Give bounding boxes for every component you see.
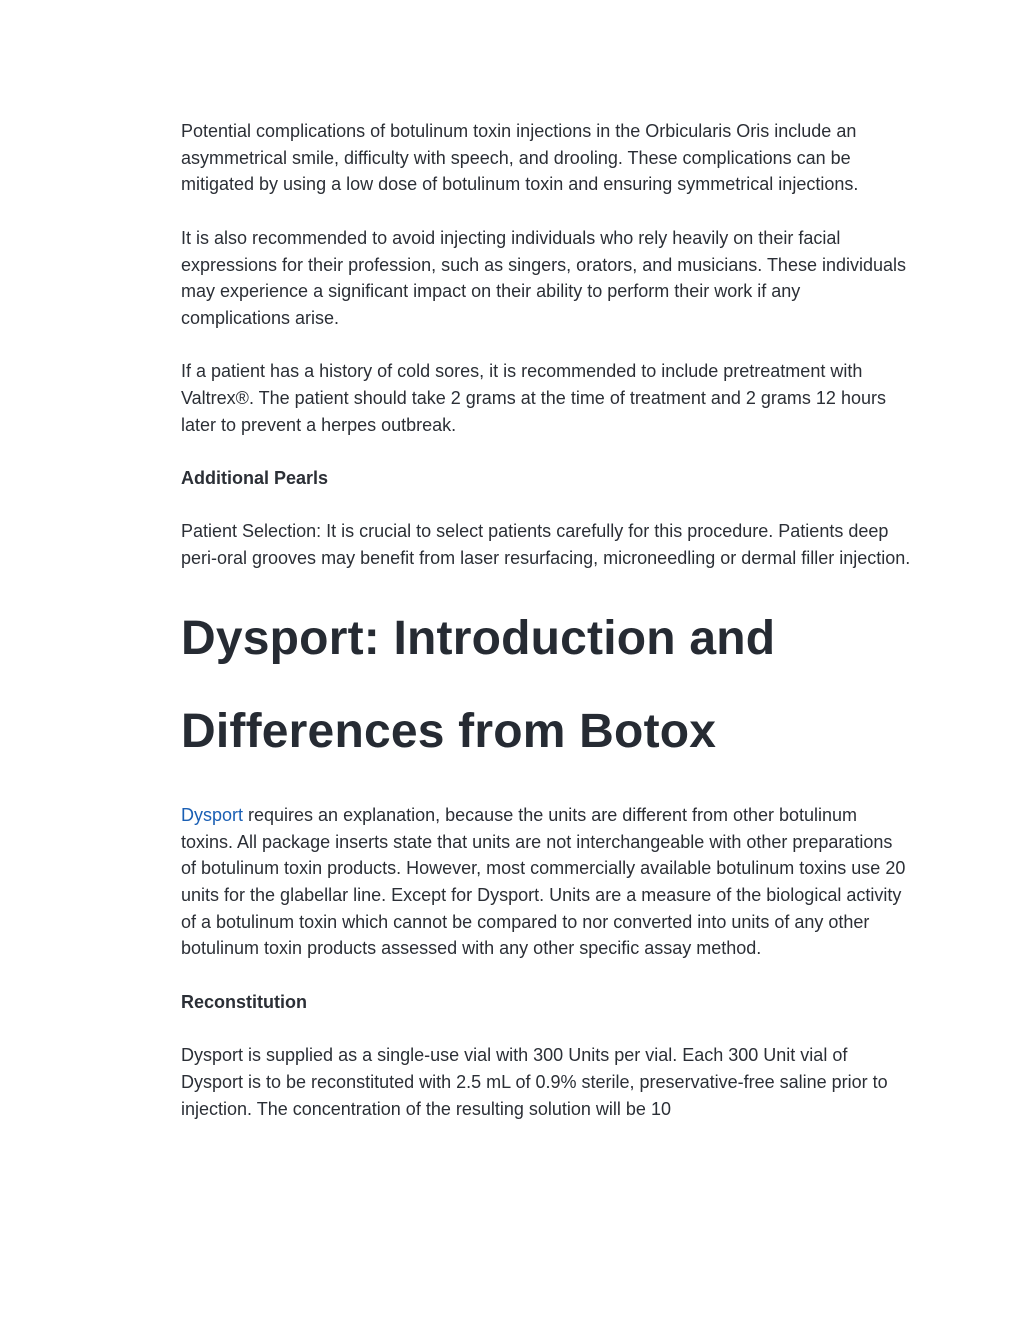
dysport-intro-text: requires an explanation, because the units are different from other botulinum toxins. All package inserts state that units are not interchangeable with other preparations of botulinum toxin products. However, most commercially available botulinum toxins use 20 units for the glabellar line. Except for Dysport. Units are a measure of the biological activity of a botulinum toxin which cannot be compared to nor converted into units of any other botulinum toxin products assessed with any other specific assay method. xyxy=(181,804,906,959)
dysport-link[interactable]: Dysport xyxy=(181,804,244,825)
avoid-injection-paragraph: It is also recommended to avoid injecting individuals who rely heavily on their facial expressions for their profession, such as singers, orators, and musicians. These individuals may experience a significant impact on their ability to perform their work if any complications arise. xyxy=(181,227,907,328)
dysport-intro-paragraph xyxy=(181,802,911,962)
document-page xyxy=(181,118,911,1122)
cold-sores-paragraph: If a patient has a history of cold sores, it is recommended to include pretreatment with Valtrex®. The patient should take 2 grams at the time of treatment and 2 grams 12 hours later to prevent a herpes outbreak. xyxy=(181,361,886,435)
patient-selection-paragraph: Patient Selection: It is crucial to select patients carefully for this procedure. Patients deep peri-oral grooves may benefit from laser resurfacing, microneedling or dermal filler injection. xyxy=(181,521,911,569)
complications-paragraph: Potential complications of botulinum toxin injections in the Orbicularis Oris include an asymmetrical smile, difficulty with speech, and drooling. These complications can be mitigated by using a low dose of botulinum toxin and ensuring symmetrical injections. xyxy=(181,121,859,195)
section-title-line-2: Differences from Botox xyxy=(181,704,717,758)
additional-pearls-heading: Additional Pearls xyxy=(181,468,329,489)
reconstitution-heading: Reconstitution xyxy=(181,991,307,1012)
section-title xyxy=(181,592,911,778)
section-title-line-1: Dysport: Introduction and xyxy=(181,611,776,665)
reconstitution-paragraph: Dysport is supplied as a single-use vial with 300 Units per vial. Each 300 Unit vial of Dysport is to be reconstituted with 2.5 mL of 0.9% sterile, preservative-free saline prior to injection. The concentration of the resulting solution will be 10 xyxy=(181,1045,888,1119)
